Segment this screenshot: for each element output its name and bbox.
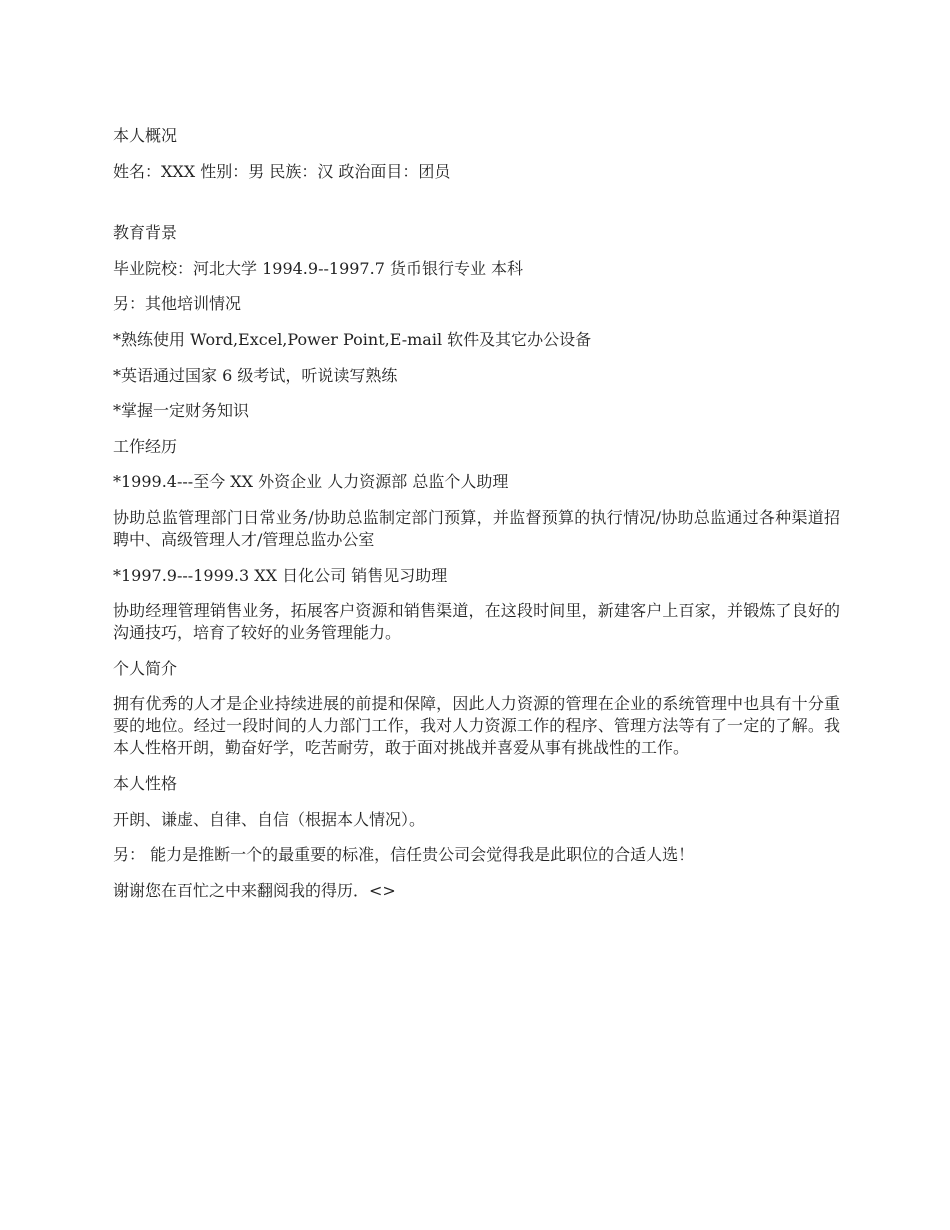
- work-heading: 工作经历: [113, 436, 178, 456]
- personality-heading: 本人性格: [113, 773, 178, 793]
- profile-text: 拥有优秀的人才是企业持续进展的前提和保障，因此人力资源的管理在企业的系统管理中也具有十分重要的地位。经过一段时间的人力部门工作，我对人力资源工作的程序、管理方法等有了一定的了解。我本人性格开朗，勤奋好学，吃苦耐劳，敢于面对挑战并喜爱从事有挑战性的工作。: [113, 694, 840, 758]
- profile-heading: 个人简介: [113, 658, 178, 678]
- skill-item: *熟练使用 Word,Excel,Power Point,E-mail 软件及其它办公设备: [113, 329, 592, 349]
- job-title: *1999.4---至今 XX 外资企业 人力资源部 总监个人助理: [113, 472, 509, 492]
- job-title: *1997.9---1999.3 XX 日化公司 销售见习助理: [113, 565, 448, 585]
- skill-item: *英语通过国家 6 级考试，听说读写熟练: [113, 365, 398, 385]
- spacer: [113, 196, 840, 222]
- personal-info: 姓名：XXX 性别：男 民族：汉 政治面目：团员: [113, 161, 451, 181]
- school-info: 毕业院校：河北大学 1994.9--1997.7 货币银行专业 本科: [113, 258, 524, 278]
- overview-heading: 本人概况: [113, 126, 178, 145]
- ability-statement: 另： 能力是推断一个的最重要的标准，信任贵公司会觉得我是此职位的合适人选！: [113, 845, 695, 865]
- job-description: 协助经理管理销售业务，拓展客户资源和销售渠道，在这段时间里，新建客户上百家，并锻炼了良好的沟通技巧，培育了较好的业务管理能力。: [113, 601, 840, 643]
- job-description: 协助总监管理部门日常业务/协助总监制定部门预算，并监督预算的执行情况/协助总监通过各种渠道招聘中、高级管理人才/管理总监办公室: [113, 507, 840, 549]
- resume-body: [113, 125, 840, 915]
- thanks-line: 谢谢您在百忙之中来翻阅我的得历．<>: [113, 880, 396, 900]
- education-heading: 教育背景: [113, 223, 178, 243]
- skill-item: *掌握一定财务知识: [113, 401, 250, 421]
- personality-text: 开朗、谦虚、自律、自信（根据本人情况）。: [113, 809, 426, 829]
- training-intro: 另：其他培训情况: [113, 294, 242, 314]
